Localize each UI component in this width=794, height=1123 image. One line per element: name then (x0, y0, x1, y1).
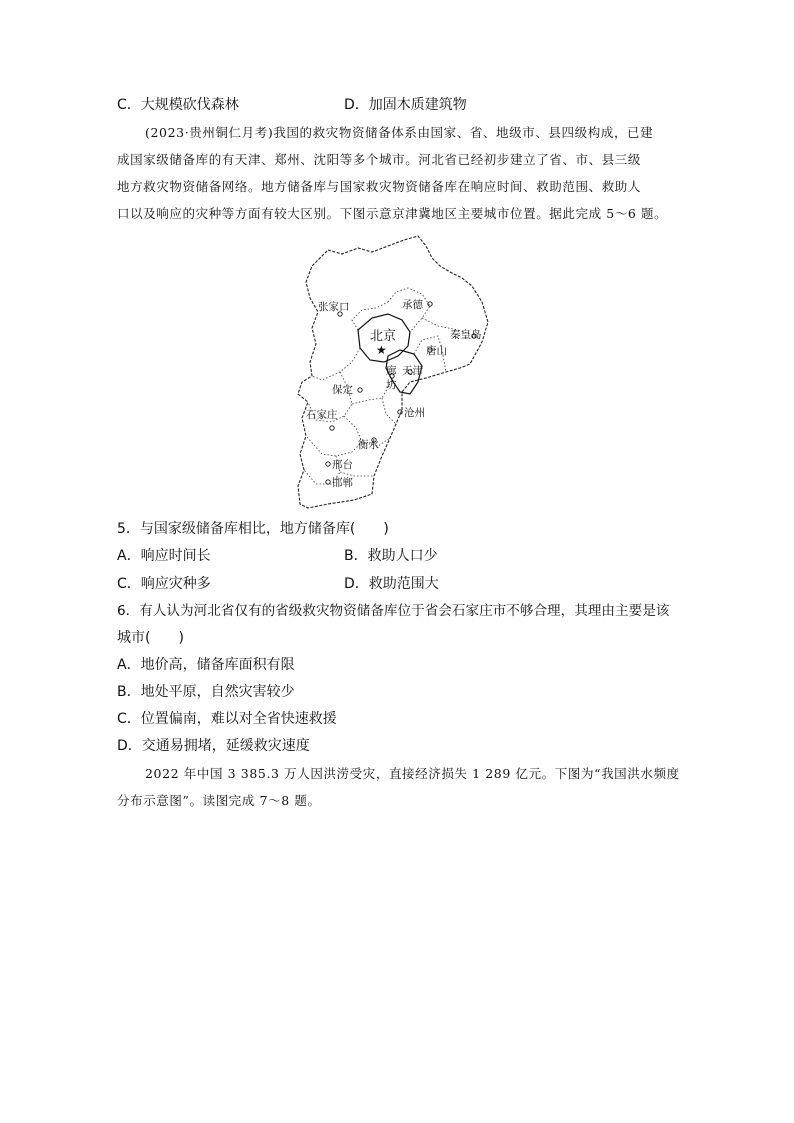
intro-line-1: (2023·贵州铜仁月考)我国的救灾物资储备体系由国家、省、地级市、县四级构成，已建 (145, 125, 654, 140)
q5-option-c: C．响应灾种多 (117, 576, 211, 592)
label-xingtai: 邢台 (332, 459, 353, 471)
intro2-line-2: 分布示意图”。读图完成 7～8 题。 (117, 793, 321, 808)
city-marker-shijiazhuang (330, 426, 334, 430)
option-d-prev: D．加固木质建筑物 (344, 97, 467, 113)
label-handan: 邯郸 (332, 477, 353, 489)
intro2-line-1: 2022 年中国 3 385.3 万人因洪涝受灾，直接经济损失 1 289 亿元。下图为“我国洪水频度 (145, 766, 680, 781)
label-beijing: 北京 (370, 329, 397, 344)
label-langfang-1: 廊 (386, 365, 397, 377)
label-cangzhou: 沧州 (404, 407, 425, 419)
q6-stem-line-2: 城市( ) (117, 630, 184, 646)
city-marker-handan (326, 480, 330, 484)
intro-line-3: 地方救灾物资储备网络。地方储备库与国家救灾物资储备库在响应时间、救助范围、救助人 (117, 179, 642, 194)
option-c-prev: C．大规模砍伐森林 (117, 97, 239, 113)
label-tianjin: 天津 (402, 365, 423, 377)
label-shijiazhuang: 石家庄 (306, 409, 338, 421)
label-langfang-2: 坊 (386, 379, 397, 391)
beijing-star-icon: ★ (376, 343, 387, 357)
label-baoding: 保定 (332, 384, 353, 396)
city-marker-baoding (358, 388, 362, 392)
q6-option-d: D．交通易拥堵，延缓救灾速度 (117, 738, 310, 754)
q5-stem: 5．与国家级储备库相比，地方储备库( ) (117, 521, 389, 537)
intro-line-2: 成国家级储备库的有天津、郑州、沈阳等多个城市。河北省已经初步建立了省、市、县三级 (117, 152, 642, 167)
q6-option-a: A．地价高，储备库面积有限 (117, 657, 295, 673)
city-marker-xingtai (326, 462, 330, 466)
q5-option-a: A．响应时间长 (117, 548, 211, 564)
q6-stem-line-1: 6．有人认为河北省仅有的省级救灾物资储备库位于省会石家庄市不够合理，其理由主要是该 (117, 603, 670, 619)
q5-option-d: D．救助范围大 (344, 576, 439, 592)
label-tangshan: 唐山 (426, 345, 447, 357)
intro-line-4: 口以及响应的灾种等方面有较大区别。下图示意京津冀地区主要城市位置。据此完成 5～6 题。 (117, 206, 668, 221)
q6-option-b: B．地处平原，自然灾害较少 (117, 684, 295, 700)
label-chengde: 承德 (402, 299, 423, 311)
label-zhangjiakou: 张家口 (318, 301, 350, 313)
label-hengshui: 衡水 (358, 439, 379, 451)
q5-option-b: B．救助人口少 (344, 548, 438, 564)
label-qinhuangdao: 秦皇岛 (450, 329, 482, 341)
jingjinji-map (292, 232, 498, 510)
q6-option-c: C．位置偏南，难以对全省快速救援 (117, 711, 337, 727)
